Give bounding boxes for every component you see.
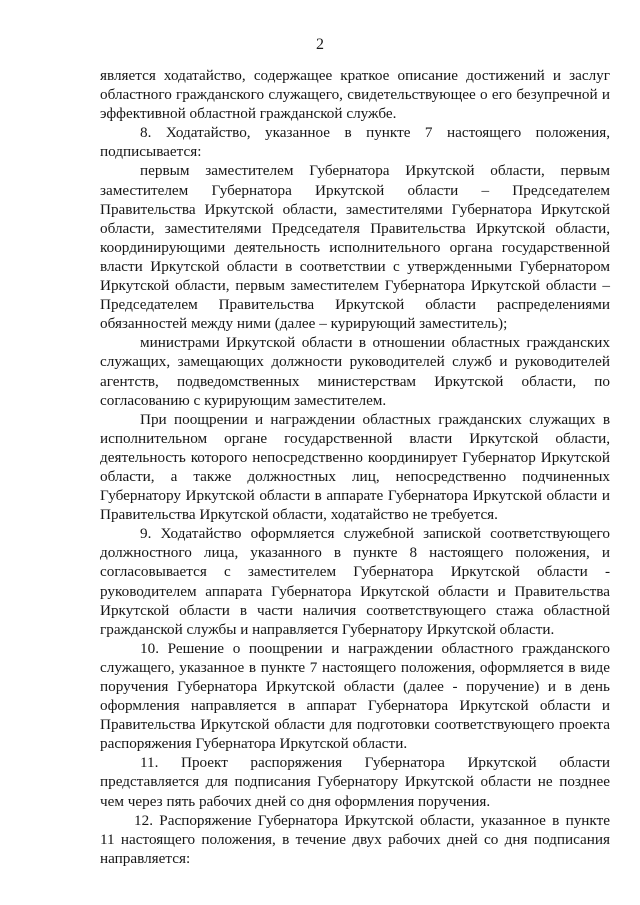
page-number: 2: [316, 36, 324, 53]
paragraph-item-10: 10. Решение о поощрении и награждении областного гражданского служащего, указанное в пункте 7 настоящего положения, оформляется в виде поручения Губернатора Иркутской области (далее - поручение) и в день оформления направляется в аппарат Губернатора Иркутской области и Правительства Иркутской области для подготовки соответствующего проекта распоряжения Губернатора Иркутской области.: [100, 639, 610, 753]
paragraph-item-9: 9. Ходатайство оформляется служебной запиской соответствующего должностного лица, указанного в пункте 8 настоящего положения, и согласовывается с заместителем Губернатора Иркутской области - руководителем аппарата Губернатора Иркутской области и Правительства Иркутской области в части наличия соответствующего стажа областной гражданской службы и направляется Губернатору Иркутской области.: [100, 525, 610, 638]
paragraph-item-11: 11. Проект распоряжения Губернатора Иркутской области представляется для подписания Губернатору Иркутской области не позднее чем через пять рабочих дней со дня оформления поручения.: [100, 754, 610, 810]
document-body: [100, 66, 610, 868]
paragraph-item-8: 8. Ходатайство, указанное в пункте 7 настоящего положения, подписывается:: [100, 124, 610, 161]
paragraph-first-deputy: первым заместителем Губернатора Иркутской области, первым заместителем Губернатора Иркутской области – Председателем Правительства Иркутской области, заместителями Губернатора Иркутской области, заместителями Председателя Правительства Иркутской области, координирующими деятельность исполнительного органа государственной власти Иркутской области в соответствии с утвержденными Губернатором Иркутской области, первым заместителем Губернатора Иркутской области – Председателем Правительства Иркутской области распределениями обязанностей между ними (далее – курирующий заместитель);: [100, 162, 610, 333]
paragraph-ministers: министрами Иркутской области в отношении областных гражданских служащих, замещающих должности руководителей служб и руководителей агентств, подведомственных министерствам Иркутской области, по согласованию с курирующим заместителем.: [100, 334, 610, 409]
paragraph-continuation: является ходатайство, содержащее краткое описание достижений и заслуг областного гражданского служащего, свидетельствующее о его безупречной и эффективной областной гражданской службе.: [100, 67, 610, 123]
paragraph-item-12: 12. Распоряжение Губернатора Иркутской области, указанное в пункте 11 настоящего положения, в течение двух рабочих дней со дня подписания направляется:: [100, 811, 610, 867]
paragraph-no-petition: При поощрении и награждении областных гражданских служащих в исполнительном органе государственной власти Иркутской области, деятельность которого непосредственно координирует Губернатор Иркутской области, а также должностных лиц, непосредственно подчиненных Губернатору Иркутской области в аппарате Губернатора Иркутской области и Правительства Иркутской области, ходатайство не требуется.: [100, 410, 610, 524]
